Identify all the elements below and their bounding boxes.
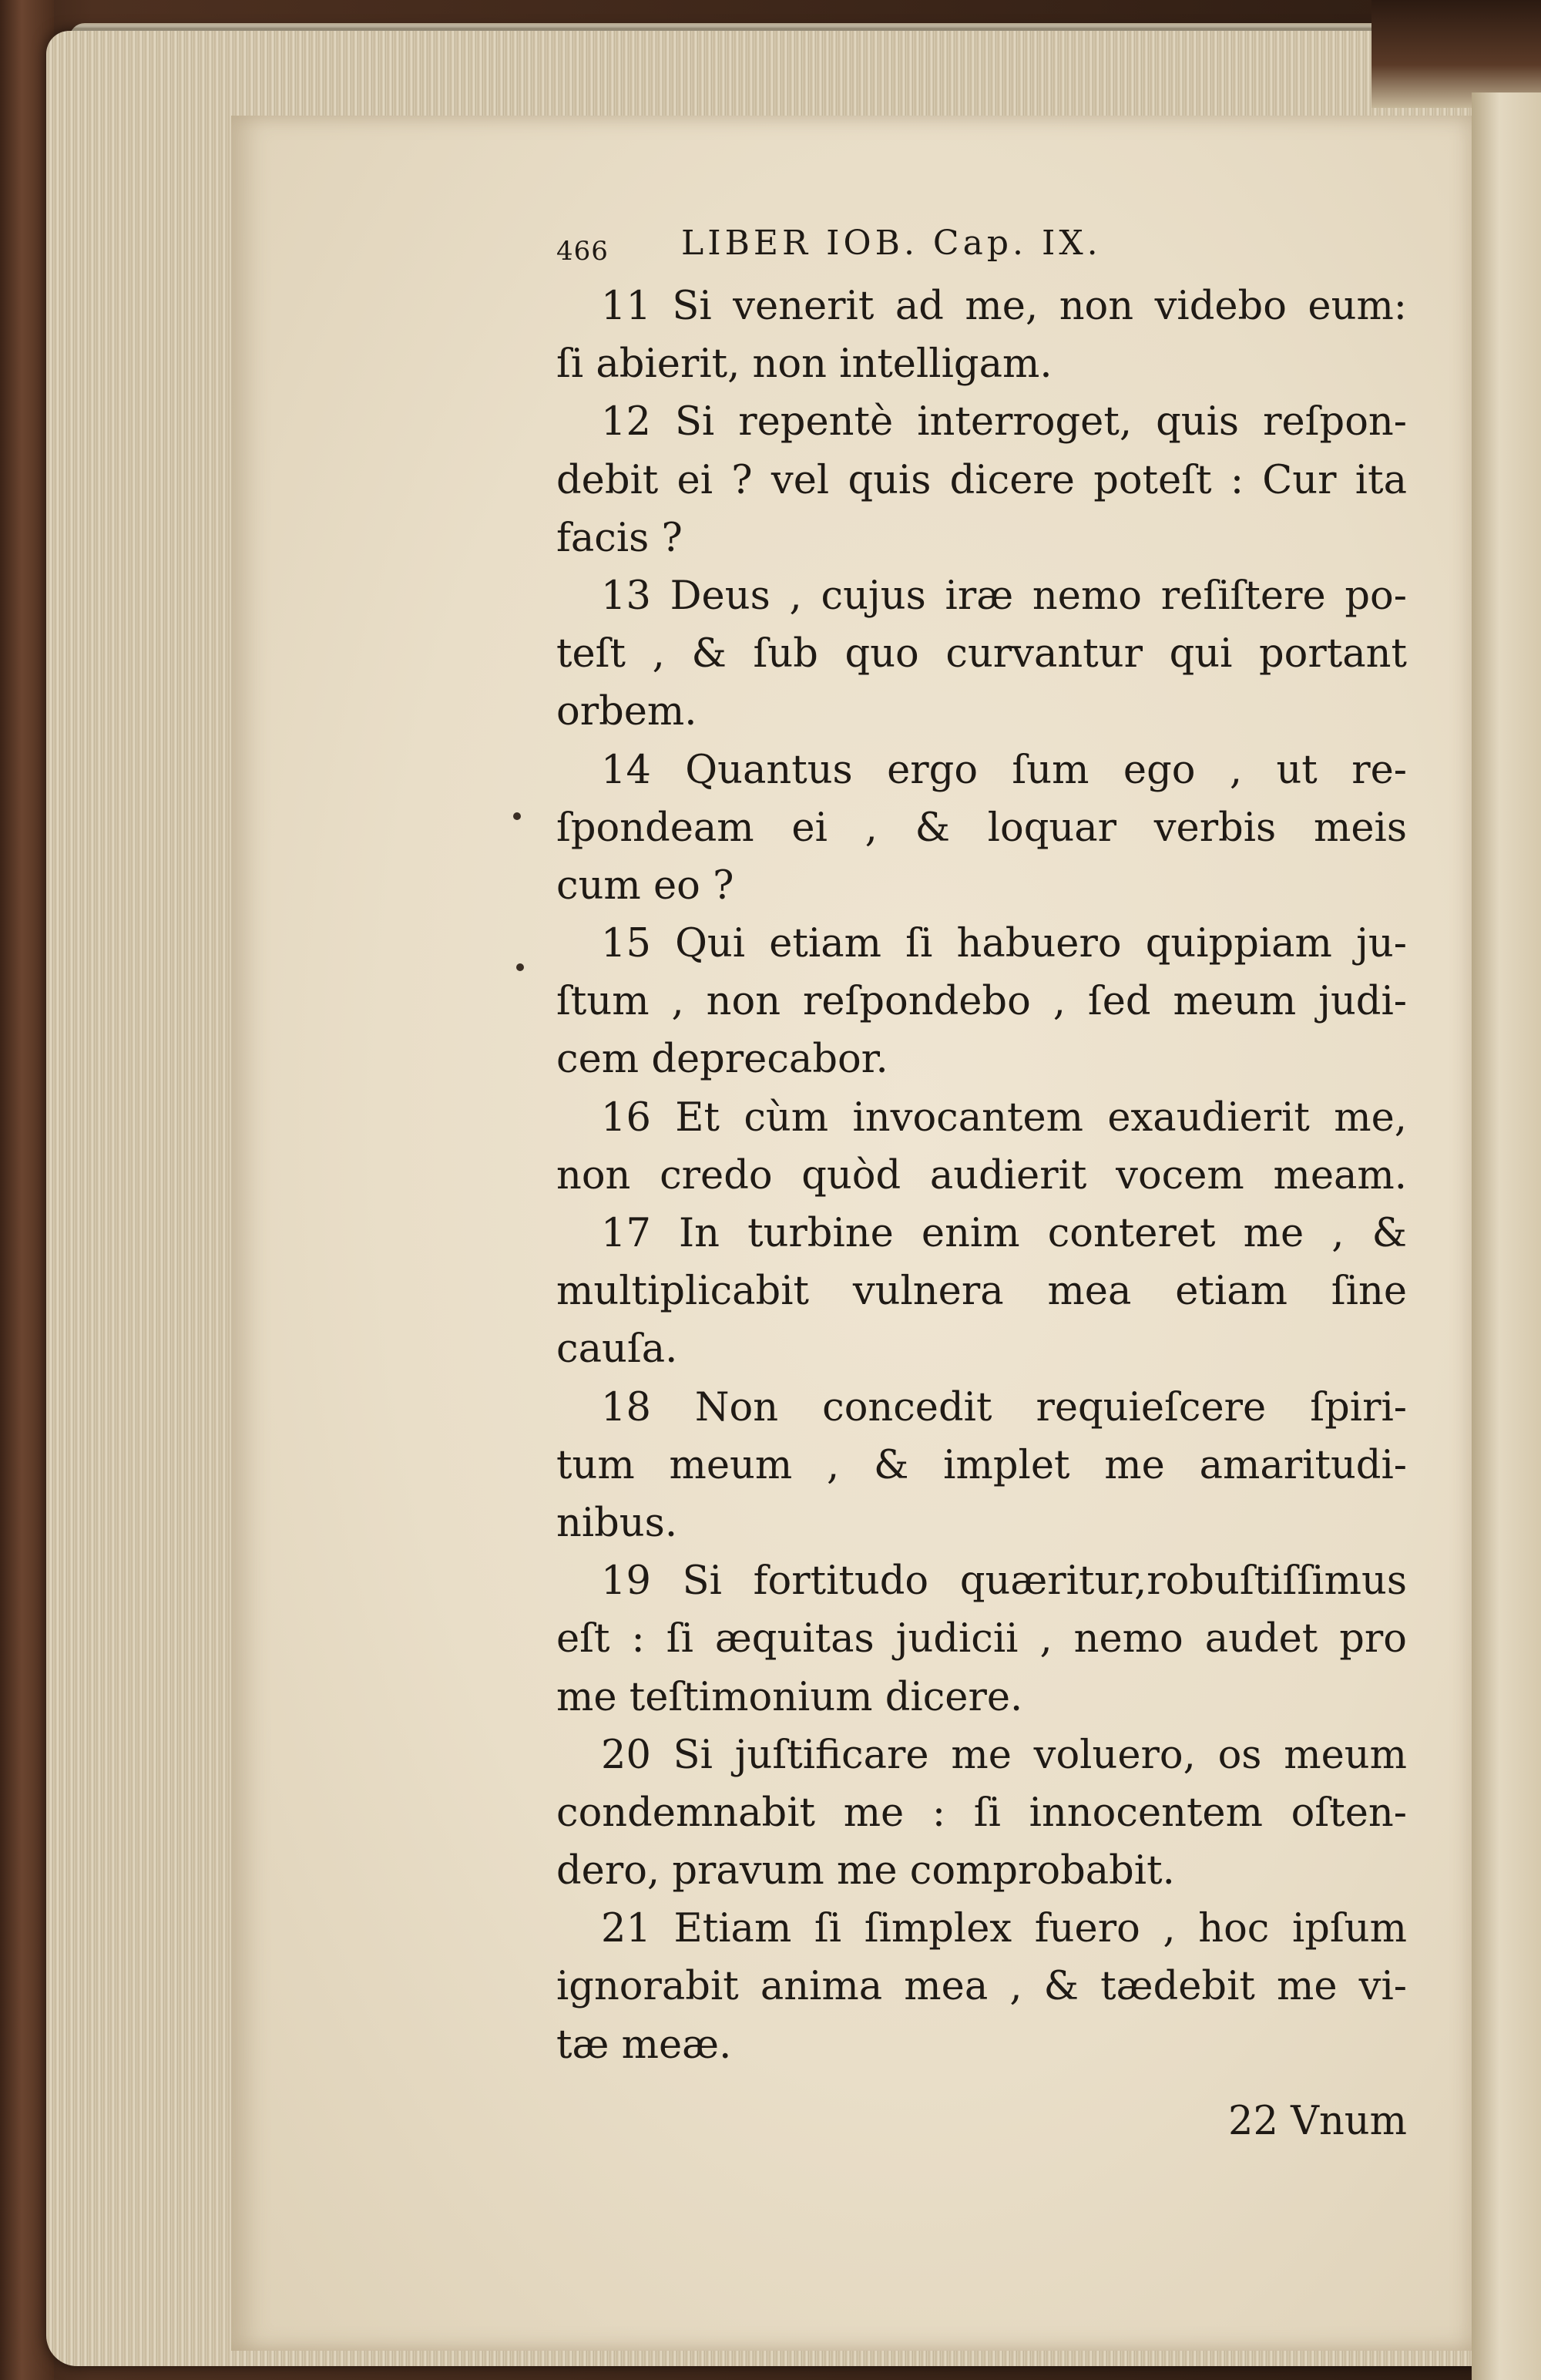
text-line: ſi abierit, non intelligam. bbox=[556, 341, 1053, 388]
text-line: 17 In turbine enim conteret me , & bbox=[601, 1211, 1407, 1256]
text-line: 21 Etiam ſi ſimplex fuero , hoc ipſum bbox=[601, 1906, 1407, 1952]
text-line: teſt , & ſub quo curvantur qui portant bbox=[556, 631, 1407, 677]
text-line: 18 Non concedit requieſcere ſpiri- bbox=[601, 1384, 1407, 1430]
text-line: me teſtimonium dicere. bbox=[556, 1674, 1023, 1720]
text-line: tæ meæ. bbox=[556, 2022, 732, 2068]
text-line: ſtum , non reſpondebo , ſed meum judi- bbox=[556, 979, 1407, 1025]
text-line: 20 Si juſtificare me voluero, os meum bbox=[601, 1732, 1407, 1778]
text-line: eſt : ſi æquitas judicii , nemo audet pro bbox=[556, 1616, 1407, 1662]
text-line: 19 Si fortitudo quæritur,robuſtiſſimus bbox=[601, 1558, 1407, 1605]
text-line: cem deprecabor. bbox=[556, 1037, 888, 1083]
page-text bbox=[556, 222, 1407, 2150]
text-line: debit ei ? vel quis dicere poteſt : Cur ita bbox=[556, 457, 1407, 503]
text-line: 14 Quantus ergo ſum ego , ut re- bbox=[601, 747, 1407, 793]
text-line: cauſa. bbox=[556, 1326, 678, 1373]
text-line: 12 Si repentè interroget, quis reſpon- bbox=[601, 399, 1407, 445]
ink-dot bbox=[516, 963, 524, 971]
verse-lines bbox=[556, 277, 1407, 2074]
facing-page-top bbox=[1371, 0, 1541, 108]
text-line: dero, pravum me comprobabit. bbox=[556, 1848, 1175, 1894]
text-line: 15 Qui etiam ſi habuero quippiam ju- bbox=[601, 921, 1407, 967]
running-header bbox=[556, 222, 1407, 277]
catchword: 22 Vnum bbox=[1228, 2098, 1407, 2144]
ink-dot bbox=[513, 812, 521, 820]
text-line: non credo quòd audierit vocem meam. bbox=[556, 1152, 1407, 1198]
text-line: orbem. bbox=[556, 689, 697, 735]
text-line: 11 Si venerit ad me, non videbo eum: bbox=[601, 284, 1407, 329]
text-line: condemnabit me : ſi innocentem oſten- bbox=[556, 1790, 1407, 1836]
running-title: LIBER IOB. Cap. IX. bbox=[681, 224, 1102, 263]
text-line: ignorabit anima mea , & tædebit me vi- bbox=[556, 1964, 1407, 2010]
text-line: 13 Deus , cujus iræ nemo reſiſtere po- bbox=[601, 573, 1407, 619]
text-line: multiplicabit vulnera mea etiam ſine bbox=[556, 1269, 1407, 1315]
text-line: 16 Et cùm invocantem exaudierit me, bbox=[601, 1094, 1407, 1141]
facing-page-edge bbox=[1472, 92, 1541, 2380]
text-line: nibus. bbox=[556, 1500, 678, 1546]
page-number: 466 bbox=[556, 236, 609, 267]
text-line: cum eo ? bbox=[556, 862, 734, 909]
text-line: tum meum , & implet me amaritudi- bbox=[556, 1442, 1407, 1488]
text-line: ſpondeam ei , & loquar verbis meis bbox=[556, 805, 1407, 851]
text-line: facis ? bbox=[556, 515, 683, 561]
